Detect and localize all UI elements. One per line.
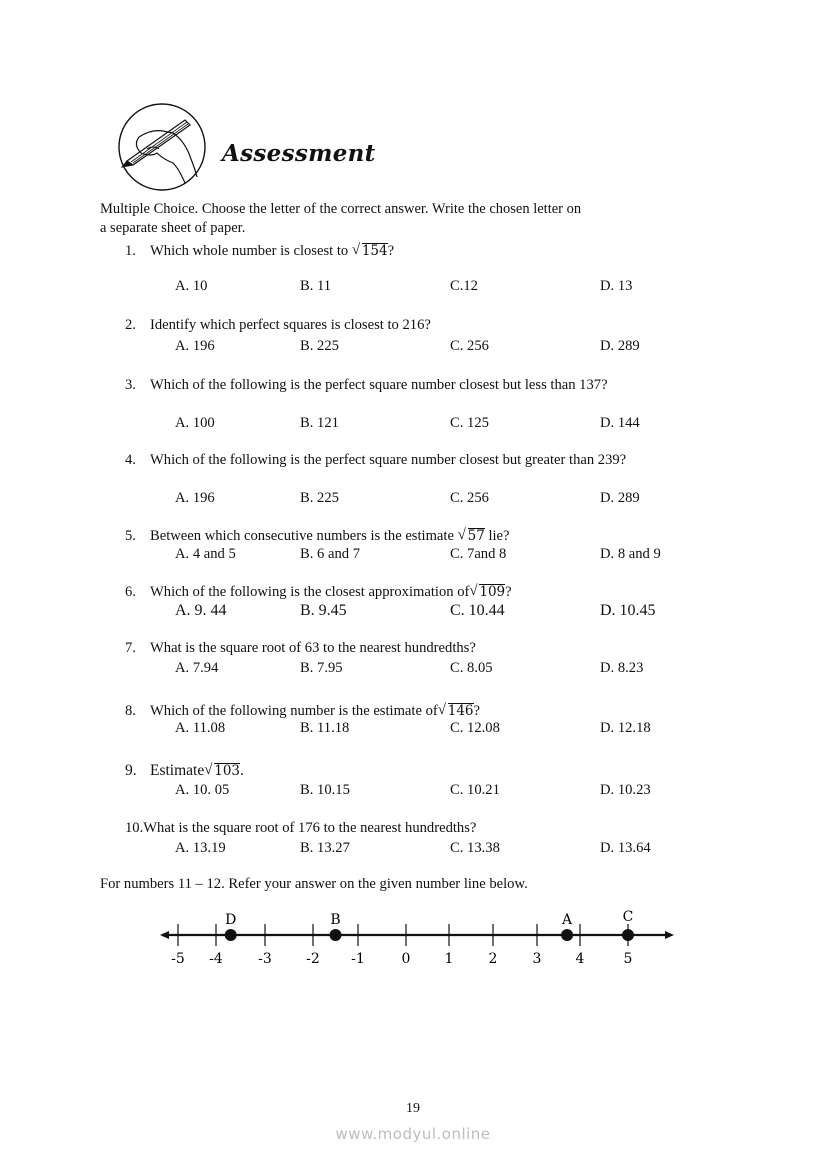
answer-options	[175, 278, 735, 296]
radical-sign-icon: √	[204, 762, 213, 778]
question-10	[125, 819, 735, 837]
question-text: Which of the following is the perfect square number closest but greater than 239?	[150, 452, 627, 468]
question-number: 5.	[125, 528, 136, 544]
option-c: C. 256	[450, 490, 489, 506]
question-number: 3.	[125, 377, 136, 393]
option-c: C.12	[450, 278, 478, 294]
option-a: A. 11.08	[175, 720, 226, 736]
option-d: D. 10.45	[600, 602, 656, 619]
question-6	[125, 583, 735, 601]
question-number: 7.	[125, 640, 136, 656]
square-root-expression	[352, 242, 388, 260]
number-line-svg	[150, 905, 690, 975]
tick-label: -2	[306, 951, 320, 967]
option-a: A. 7.94	[175, 660, 219, 676]
question-text: Which whole number is closest to	[150, 243, 352, 259]
instructions-line-1: Multiple Choice. Choose the letter of the correct answer. Write the chosen letter on	[100, 201, 582, 217]
question-9	[125, 762, 735, 780]
option-c: C. 10.44	[450, 602, 505, 619]
point-label: D	[225, 912, 237, 928]
answer-options	[175, 490, 735, 508]
tick-label: 4	[575, 951, 585, 967]
radicand: 154	[361, 243, 388, 259]
question-number: 2.	[125, 317, 136, 333]
question-7	[125, 639, 735, 657]
option-c: C. 125	[450, 415, 489, 431]
question-number: 10.	[125, 820, 144, 836]
question-text-end: ?	[473, 703, 481, 719]
radical-sign-icon: √	[437, 702, 446, 718]
radicand: 57	[467, 528, 485, 544]
option-c: C. 8.05	[450, 660, 493, 676]
question-text-end: .	[240, 762, 244, 779]
question-number: 9.	[125, 762, 137, 779]
option-b: B. 225	[300, 490, 339, 506]
radical-sign-icon: √	[469, 583, 478, 599]
question-text: What is the square root of 176 to the nearest hundredths?	[143, 820, 477, 836]
question-4	[125, 451, 735, 469]
section-title: Assessment	[222, 140, 376, 167]
option-b: B. 225	[300, 338, 339, 354]
option-b: B. 7.95	[300, 660, 343, 676]
page-number: 19	[406, 1101, 420, 1116]
question-number: 6.	[125, 584, 136, 600]
question-text: Between which consecutive numbers is the estimate	[150, 528, 458, 544]
option-d: D. 289	[600, 338, 640, 354]
right-arrow-icon	[665, 931, 674, 939]
option-b: B. 121	[300, 415, 339, 431]
option-b: B. 11.18	[300, 720, 350, 736]
option-d: D. 13	[600, 278, 633, 294]
option-b: B. 6 and 7	[300, 546, 360, 562]
question-text: Identify which perfect squares is closest to 216?	[150, 317, 431, 333]
option-a: A. 196	[175, 338, 215, 354]
point-d	[225, 929, 237, 941]
answer-options	[175, 840, 735, 858]
square-root-expression	[469, 583, 505, 601]
tick-label: -3	[258, 951, 272, 967]
square-root-expression	[458, 527, 485, 545]
option-a: A. 13.19	[175, 840, 226, 856]
question-text-end: ?	[505, 584, 512, 600]
option-a: A. 4 and 5	[175, 546, 236, 562]
instructions	[100, 200, 740, 238]
question-3	[125, 376, 735, 394]
question-2	[125, 316, 735, 334]
tick-label: 5	[623, 951, 633, 967]
point-a	[561, 929, 573, 941]
option-c: C. 256	[450, 338, 489, 354]
option-b: B. 13.27	[300, 840, 350, 856]
number-line-instructions: For numbers 11 – 12. Refer your answer on the given number line below.	[100, 876, 528, 892]
option-d: D. 13.64	[600, 840, 651, 856]
radical-sign-icon: √	[351, 242, 361, 258]
question-text: Which of the following number is the estimate of	[150, 703, 438, 719]
square-root-expression	[204, 762, 240, 780]
option-a: A. 10	[175, 278, 208, 294]
tick-label: 2	[488, 951, 498, 967]
option-a: A. 100	[175, 415, 215, 431]
answer-options	[175, 602, 735, 620]
option-d: D. 289	[600, 490, 640, 506]
left-arrow-icon	[160, 931, 169, 939]
option-a: A. 10. 05	[175, 782, 230, 798]
answer-options	[175, 546, 735, 564]
radical-sign-icon: √	[457, 527, 466, 543]
instructions-line-2: a separate sheet of paper.	[100, 220, 246, 236]
option-c: C. 7and 8	[450, 546, 507, 562]
option-c: C. 12.08	[450, 720, 500, 736]
question-text-end: lie?	[484, 528, 510, 544]
option-c: C. 13.38	[450, 840, 500, 856]
answer-options	[175, 720, 735, 738]
watermark: www.modyul.online	[335, 1125, 491, 1143]
radicand: 103	[214, 763, 241, 779]
option-c: C. 10.21	[450, 782, 500, 798]
point-label: B	[330, 912, 341, 928]
question-text: Which of the following is the perfect square number closest but less than 137?	[150, 377, 608, 393]
point-b	[330, 929, 342, 941]
point-c	[622, 929, 634, 941]
point-label: A	[562, 912, 573, 928]
square-root-expression	[438, 702, 474, 720]
tick-label: -4	[209, 951, 223, 967]
option-d: D. 8 and 9	[600, 546, 661, 562]
answer-options	[175, 660, 735, 678]
tick-label: 0	[401, 951, 411, 967]
question-text: What is the square root of 63 to the nearest hundredths?	[150, 640, 476, 656]
tick-label: 3	[532, 951, 542, 967]
option-d: D. 12.18	[600, 720, 651, 736]
option-d: D. 10.23	[600, 782, 651, 798]
radicand: 109	[479, 584, 506, 600]
option-d: D. 8.23	[600, 660, 644, 676]
question-number: 8.	[125, 703, 136, 719]
answer-options	[175, 782, 735, 800]
option-b: B. 10.15	[300, 782, 350, 798]
option-a: A. 196	[175, 490, 215, 506]
tick-label: -5	[171, 951, 185, 967]
question-5	[125, 527, 735, 545]
question-number: 4.	[125, 452, 136, 468]
answer-options	[175, 338, 735, 356]
tick-label: 1	[444, 951, 454, 967]
hand-writing-pencil-icon	[117, 103, 207, 191]
question-8	[125, 702, 735, 720]
question-1	[125, 242, 735, 260]
question-number: 1.	[125, 243, 136, 259]
question-text-end: ?	[387, 243, 395, 259]
number-line	[150, 905, 690, 975]
option-b: B. 9.45	[300, 602, 347, 619]
question-text: Which of the following is the closest approximation of	[150, 584, 470, 600]
radicand: 146	[447, 703, 474, 719]
answer-options	[175, 415, 735, 433]
option-a: A. 9. 44	[175, 602, 227, 619]
option-d: D. 144	[600, 415, 640, 431]
point-label: C	[622, 909, 634, 925]
option-b: B. 11	[300, 278, 332, 294]
question-text: Estimate	[150, 762, 205, 779]
tick-label: -1	[351, 951, 365, 967]
